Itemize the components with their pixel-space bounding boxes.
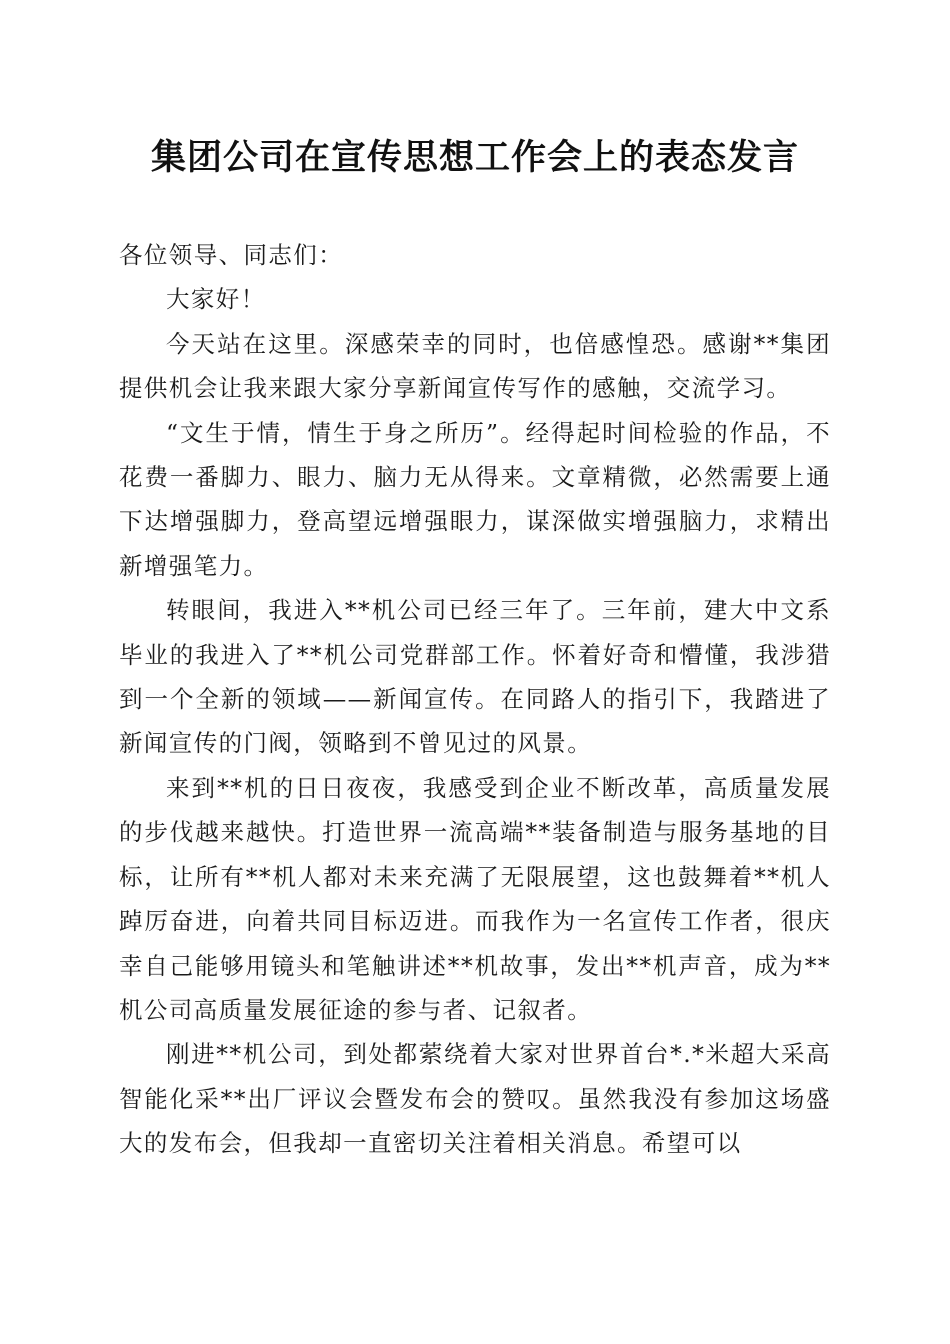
greeting: 大家好！ xyxy=(166,285,266,314)
paragraph: 转眼间，我进入**机公司已经三年了。三年前，建大中文系毕业的我进入了**机公司党群部工作。怀着好奇和懵懂，我涉猎到一个全新的领域——新闻宣传。在同路人的指引下，我踏进了新闻宣传的门阀，领略到不曾见过的风景。 xyxy=(119,596,831,758)
document-title: 集团公司在宣传思想工作会上的表态发言 xyxy=(150,137,799,178)
paragraph: 来到**机的日日夜夜，我感受到企业不断改革，高质量发展的步伐越来越快。打造世界一流高端**装备制造与服务基地的目标，让所有**机人都对未来充满了无限展望，这也鼓舞着**机人踔厉奋进，向着共同目标迈进。而我作为一名宣传工作者，很庆幸自己能够用镜头和笔触讲述**机故事，发出**机声音，成为**机公司高质量发展征途的参与者、记叙者。 xyxy=(119,773,831,1024)
paragraph: 今天站在这里。深感荣幸的同时，也倍感惶恐。感谢**集团提供机会让我来跟大家分享新闻宣传写作的感触，交流学习。 xyxy=(119,329,831,403)
paragraph: 刚进**机公司，到处都萦绕着大家对世界首台*.*米超大采高智能化采**出厂评议会暨发布会的赞叹。虽然我没有参加这场盛大的发布会，但我却一直密切关注着相关消息。希望可以 xyxy=(119,1040,831,1158)
paragraph: “文生于情，情生于身之所历”。经得起时间检验的作品，不花费一番脚力、眼力、脑力无从得来。文章精微，必然需要上通下达增强脚力，登高望远增强眼力，谋深做实增强脑力，求精出新增强笔力。 xyxy=(119,418,831,580)
salutation: 各位领导、同志们： xyxy=(119,241,344,269)
document-body xyxy=(119,233,831,1166)
